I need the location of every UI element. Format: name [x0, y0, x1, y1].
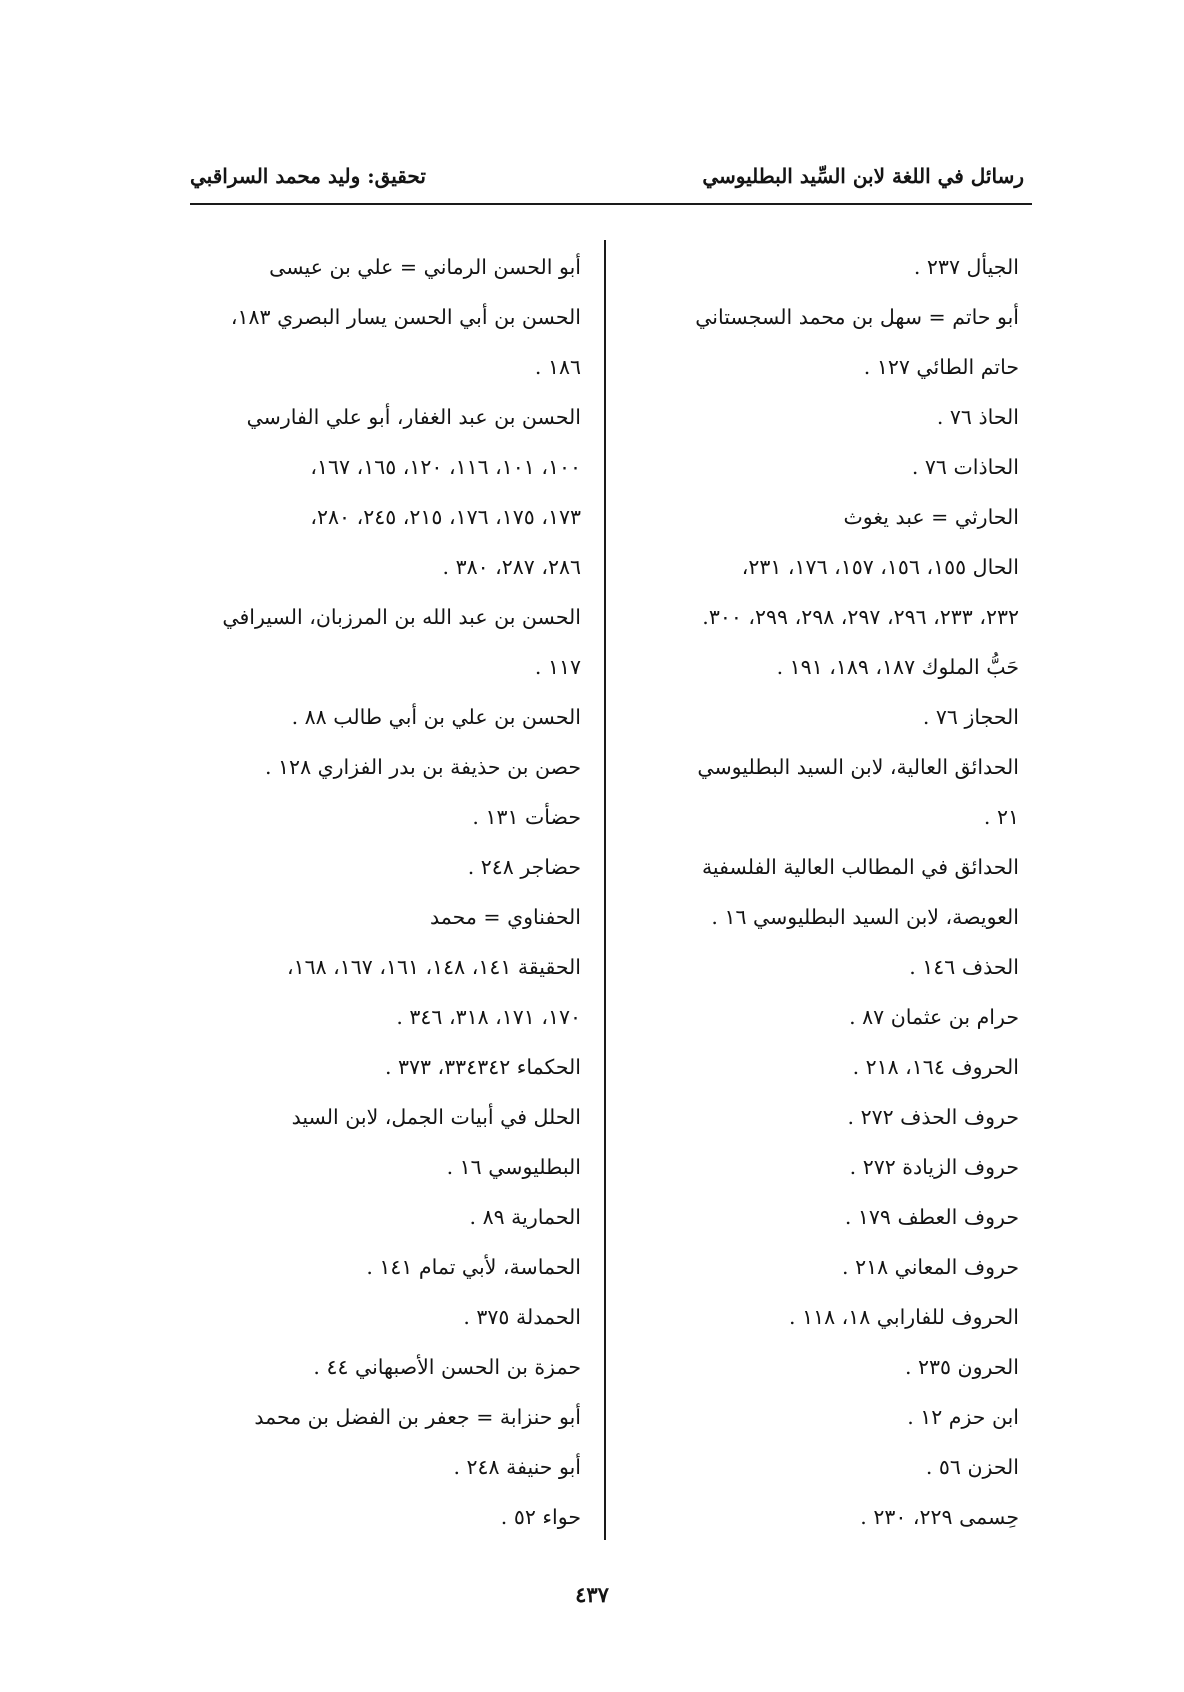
index-entry: الحقيقة ١٤١، ١٤٨، ١٦١، ١٦٧، ١٦٨، [286, 955, 581, 979]
index-entry: ١٧٣، ١٧٥، ١٧٦، ٢١٥، ٢٤٥، ٢٨٠، [310, 505, 581, 529]
index-entry: حرام بن عثمان ٨٧ . [849, 1005, 1019, 1029]
index-entry: الحروف ١٦٤، ٢١٨ . [852, 1055, 1019, 1079]
index-entry: حروف الزيادة ٢٧٢ . [849, 1155, 1019, 1179]
index-entry: أبو حاتم = سهل بن محمد السجستاني [695, 305, 1019, 329]
index-entry: الحمدلة ٣٧٥ . [463, 1305, 581, 1329]
header-rule [190, 203, 1032, 205]
index-entry: حضأت ١٣١ . [472, 805, 581, 829]
index-entry: ٢٣٢، ٢٣٣، ٢٩٦، ٢٩٧، ٢٩٨، ٢٩٩، ٣٠٠. [702, 605, 1019, 629]
index-entry: العويصة، لابن السيد البطليوسي ١٦ . [711, 905, 1019, 929]
index-entry: ١٧٠، ١٧١، ٣١٨، ٣٤٦ . [396, 1005, 581, 1029]
running-head-book-title: رسائل في اللغة لابن السِّيد البطليوسي [702, 164, 1024, 188]
index-entry: حواء ٥٢ . [500, 1505, 581, 1529]
index-entry: الحاذات ٧٦ . [911, 455, 1019, 479]
index-entry: الحكماء ٣٣٤٣٤٢، ٣٧٣ . [384, 1055, 581, 1079]
index-entry: الحسن بن أبي الحسن يسار البصري ١٨٣، [230, 305, 581, 329]
index-entry: ١٠٠، ١٠١، ١١٦، ١٢٠، ١٦٥، ١٦٧، [310, 455, 581, 479]
index-entry: الحدائق العالية، لابن السيد البطليوسي [697, 755, 1019, 779]
running-head-editor: تحقيق: وليد محمد السراقبي [190, 164, 426, 188]
index-column-right [619, 242, 1019, 1542]
index-entry: حروف الحذف ٢٧٢ . [847, 1105, 1019, 1129]
index-entry: الحاذ ٧٦ . [936, 405, 1019, 429]
index-entry: الحدائق في المطالب العالية الفلسفية [701, 855, 1019, 879]
index-entry: أبو حنيفة ٢٤٨ . [453, 1455, 581, 1479]
index-entry: الحسن بن عبد الله بن المرزبان، السيرافي [222, 605, 581, 629]
index-entry: الجيأل ٢٣٧ . [913, 255, 1019, 279]
index-entry: الحسن بن علي بن أبي طالب ٨٨ . [291, 705, 581, 729]
index-entry: حِسمى ٢٢٩، ٢٣٠ . [860, 1505, 1019, 1529]
index-entry: البطليوسي ١٦ . [446, 1155, 581, 1179]
index-entry: حمزة بن الحسن الأصبهاني ٤٤ . [313, 1355, 581, 1379]
index-entry: ١١٧ . [534, 655, 581, 679]
index-entry: أبو حنزابة = جعفر بن الفضل بن محمد [254, 1405, 581, 1429]
index-entry: الحجاز ٧٦ . [922, 705, 1019, 729]
index-entry: الحرون ٢٣٥ . [904, 1355, 1019, 1379]
index-entry: الحمارية ٨٩ . [469, 1205, 581, 1229]
index-entry: الحلل في أبيات الجمل، لابن السيد [291, 1105, 581, 1129]
index-entry: حصن بن حذيفة بن بدر الفزاري ١٢٨ . [265, 755, 581, 779]
index-column-left [156, 242, 581, 1542]
column-divider [604, 240, 606, 1540]
page-number: ٤٣٧ [575, 1582, 609, 1607]
index-entry: الحسن بن عبد الغفار، أبو علي الفارسي [246, 405, 581, 429]
index-entry: حَبُّ الملوك ١٨٧، ١٨٩، ١٩١ . [776, 655, 1019, 679]
index-entry: الحماسة، لأبي تمام ١٤١ . [366, 1255, 581, 1279]
index-entry: الحال ١٥٥، ١٥٦، ١٥٧، ١٧٦، ٢٣١، [741, 555, 1019, 579]
index-entry: الحارثي = عبد يغوث [843, 505, 1019, 529]
index-entry: حروف العطف ١٧٩ . [844, 1205, 1019, 1229]
index-entry: حروف المعاني ٢١٨ . [842, 1255, 1019, 1279]
index-entry: ١٨٦ . [534, 355, 581, 379]
index-entry: ٢١ . [983, 805, 1019, 829]
index-entry: الحروف للفارابي ١٨، ١١٨ . [789, 1305, 1019, 1329]
index-entry: ٢٨٦، ٢٨٧، ٣٨٠ . [442, 555, 581, 579]
index-entry: الحفناوي = محمد [430, 905, 581, 929]
index-entry: حضاجر ٢٤٨ . [467, 855, 581, 879]
index-entry: الحزن ٥٦ . [925, 1455, 1019, 1479]
index-entry: ابن حزم ١٢ . [907, 1405, 1019, 1429]
index-entry: أبو الحسن الرماني = علي بن عيسى [269, 255, 581, 279]
index-entry: حاتم الطائي ١٢٧ . [863, 355, 1019, 379]
index-entry: الحذف ١٤٦ . [909, 955, 1019, 979]
